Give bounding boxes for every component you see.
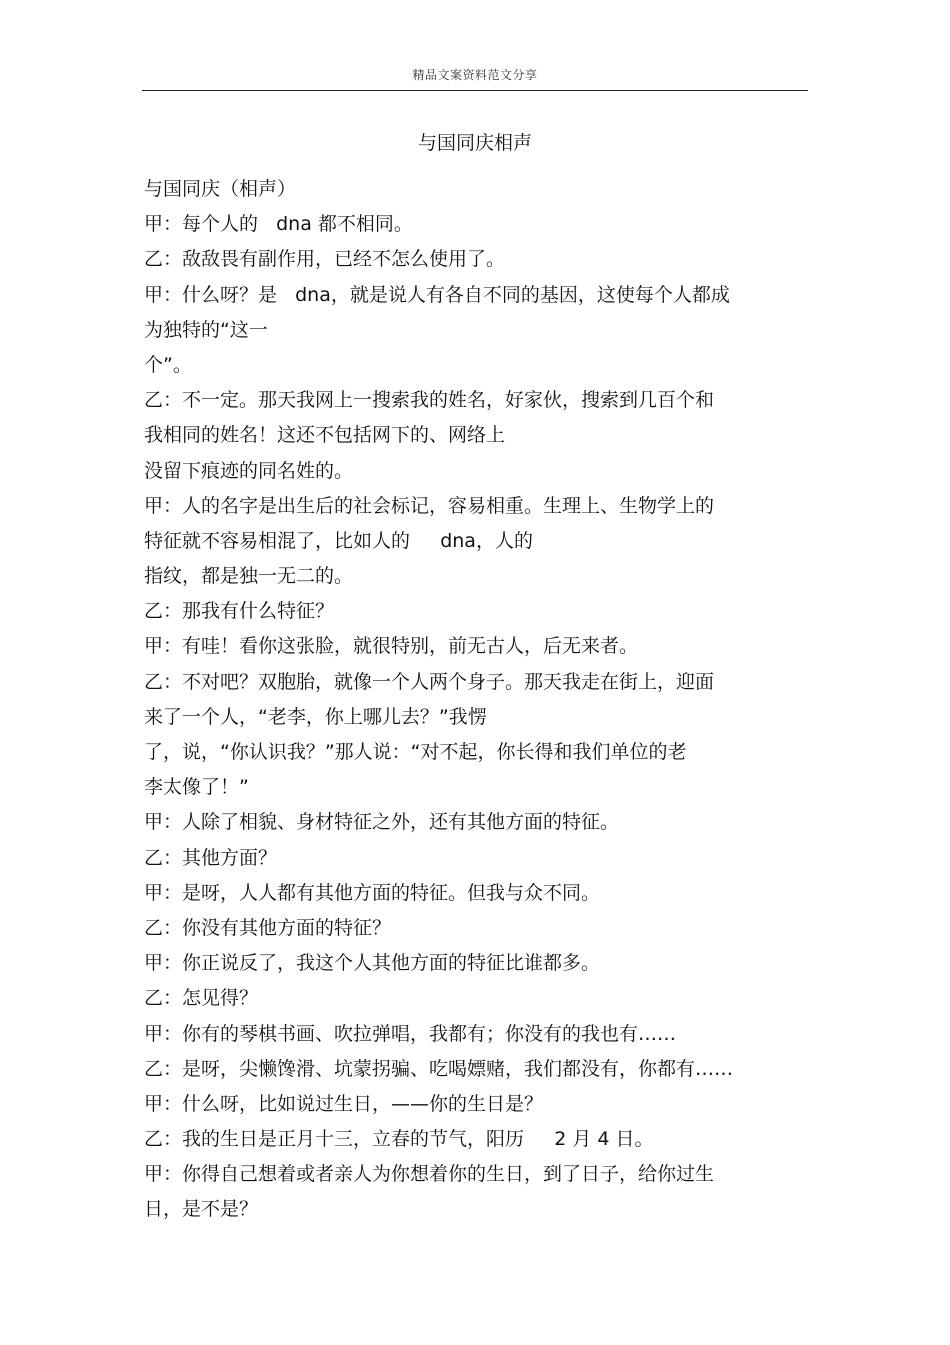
text-line: 李太像了！” xyxy=(144,776,249,799)
text-line: 特征就不容易相混了，比如人的 dna，人的 xyxy=(144,529,533,552)
text-line: 指纹，都是独一无二的。 xyxy=(144,565,354,588)
text-line: 我相同的姓名！这还不包括网下的、网络上 xyxy=(144,424,506,447)
text-line: 乙：怎见得？ xyxy=(144,987,259,1010)
text-line: 乙：是呀，尖懒馋滑、坑蒙拐骗、吃喝嫖赌，我们都没有，你都有…… xyxy=(144,1057,734,1080)
text-line: 与国同庆（相声） xyxy=(144,178,297,200)
text-line: 甲：每个人的 dna 都不相同。 xyxy=(144,213,413,236)
text-line: 乙：你没有其他方面的特征？ xyxy=(144,916,392,939)
text-line: 甲：什么呀，比如说过生日，——你的生日是？ xyxy=(144,1092,544,1115)
text-line: 甲：是呀，人人都有其他方面的特征。但我与众不同。 xyxy=(144,881,601,904)
text-line: 乙：其他方面？ xyxy=(144,846,278,869)
text-line: 乙：敌敌畏有副作用，已经不怎么使用了。 xyxy=(144,248,506,271)
document-body xyxy=(144,172,808,1228)
header-divider xyxy=(142,90,808,91)
text-line: 了，说，“你认识我？”那人说：“对不起，你长得和我们单位的老 xyxy=(144,741,687,763)
document-title: 与国同庆相声 xyxy=(417,132,532,154)
text-line: 日，是不是？ xyxy=(144,1198,259,1221)
page-header: 精品文案资料范文分享 xyxy=(412,68,538,82)
text-line: 为独特的“这一 xyxy=(144,318,268,341)
text-line: 甲：有哇！看你这张脸，就很特别，前无古人，后无来者。 xyxy=(144,635,639,658)
text-line: 没留下痕迹的同名姓的。 xyxy=(144,459,354,482)
text-line: 乙：我的生日是正月十三，立春的节气，阳历 2 月 4 日。 xyxy=(144,1128,654,1151)
text-line: 来了一个人，“老李，你上哪儿去？”我愣 xyxy=(144,705,487,728)
text-line: 个”。 xyxy=(144,353,192,376)
text-line: 乙：那我有什么特征？ xyxy=(144,600,335,623)
text-line: 乙：不一定。那天我网上一搜索我的姓名，好家伙，搜索到几百个和 xyxy=(144,389,715,412)
text-line: 甲：你正说反了，我这个人其他方面的特征比谁都多。 xyxy=(144,952,601,975)
text-line: 甲：人除了相貌、身材特征之外，还有其他方面的特征。 xyxy=(144,811,620,834)
text-line: 甲：人的名字是出生后的社会标记，容易相重。生理上、生物学上的 xyxy=(144,494,715,517)
text-line: 甲：你得自己想着或者亲人为你想着你的生日，到了日子，给你过生 xyxy=(144,1163,715,1186)
text-line: 乙：不对吧？双胞胎，就像一个人两个身子。那天我走在街上，迎面 xyxy=(144,670,715,693)
text-line: 甲：你有的琴棋书画、吹拉弹唱，我都有；你没有的我也有…… xyxy=(144,1022,677,1045)
text-line: 甲：什么呀？是 dna，就是说人有各自不同的基因，这使每个人都成 xyxy=(144,283,730,306)
